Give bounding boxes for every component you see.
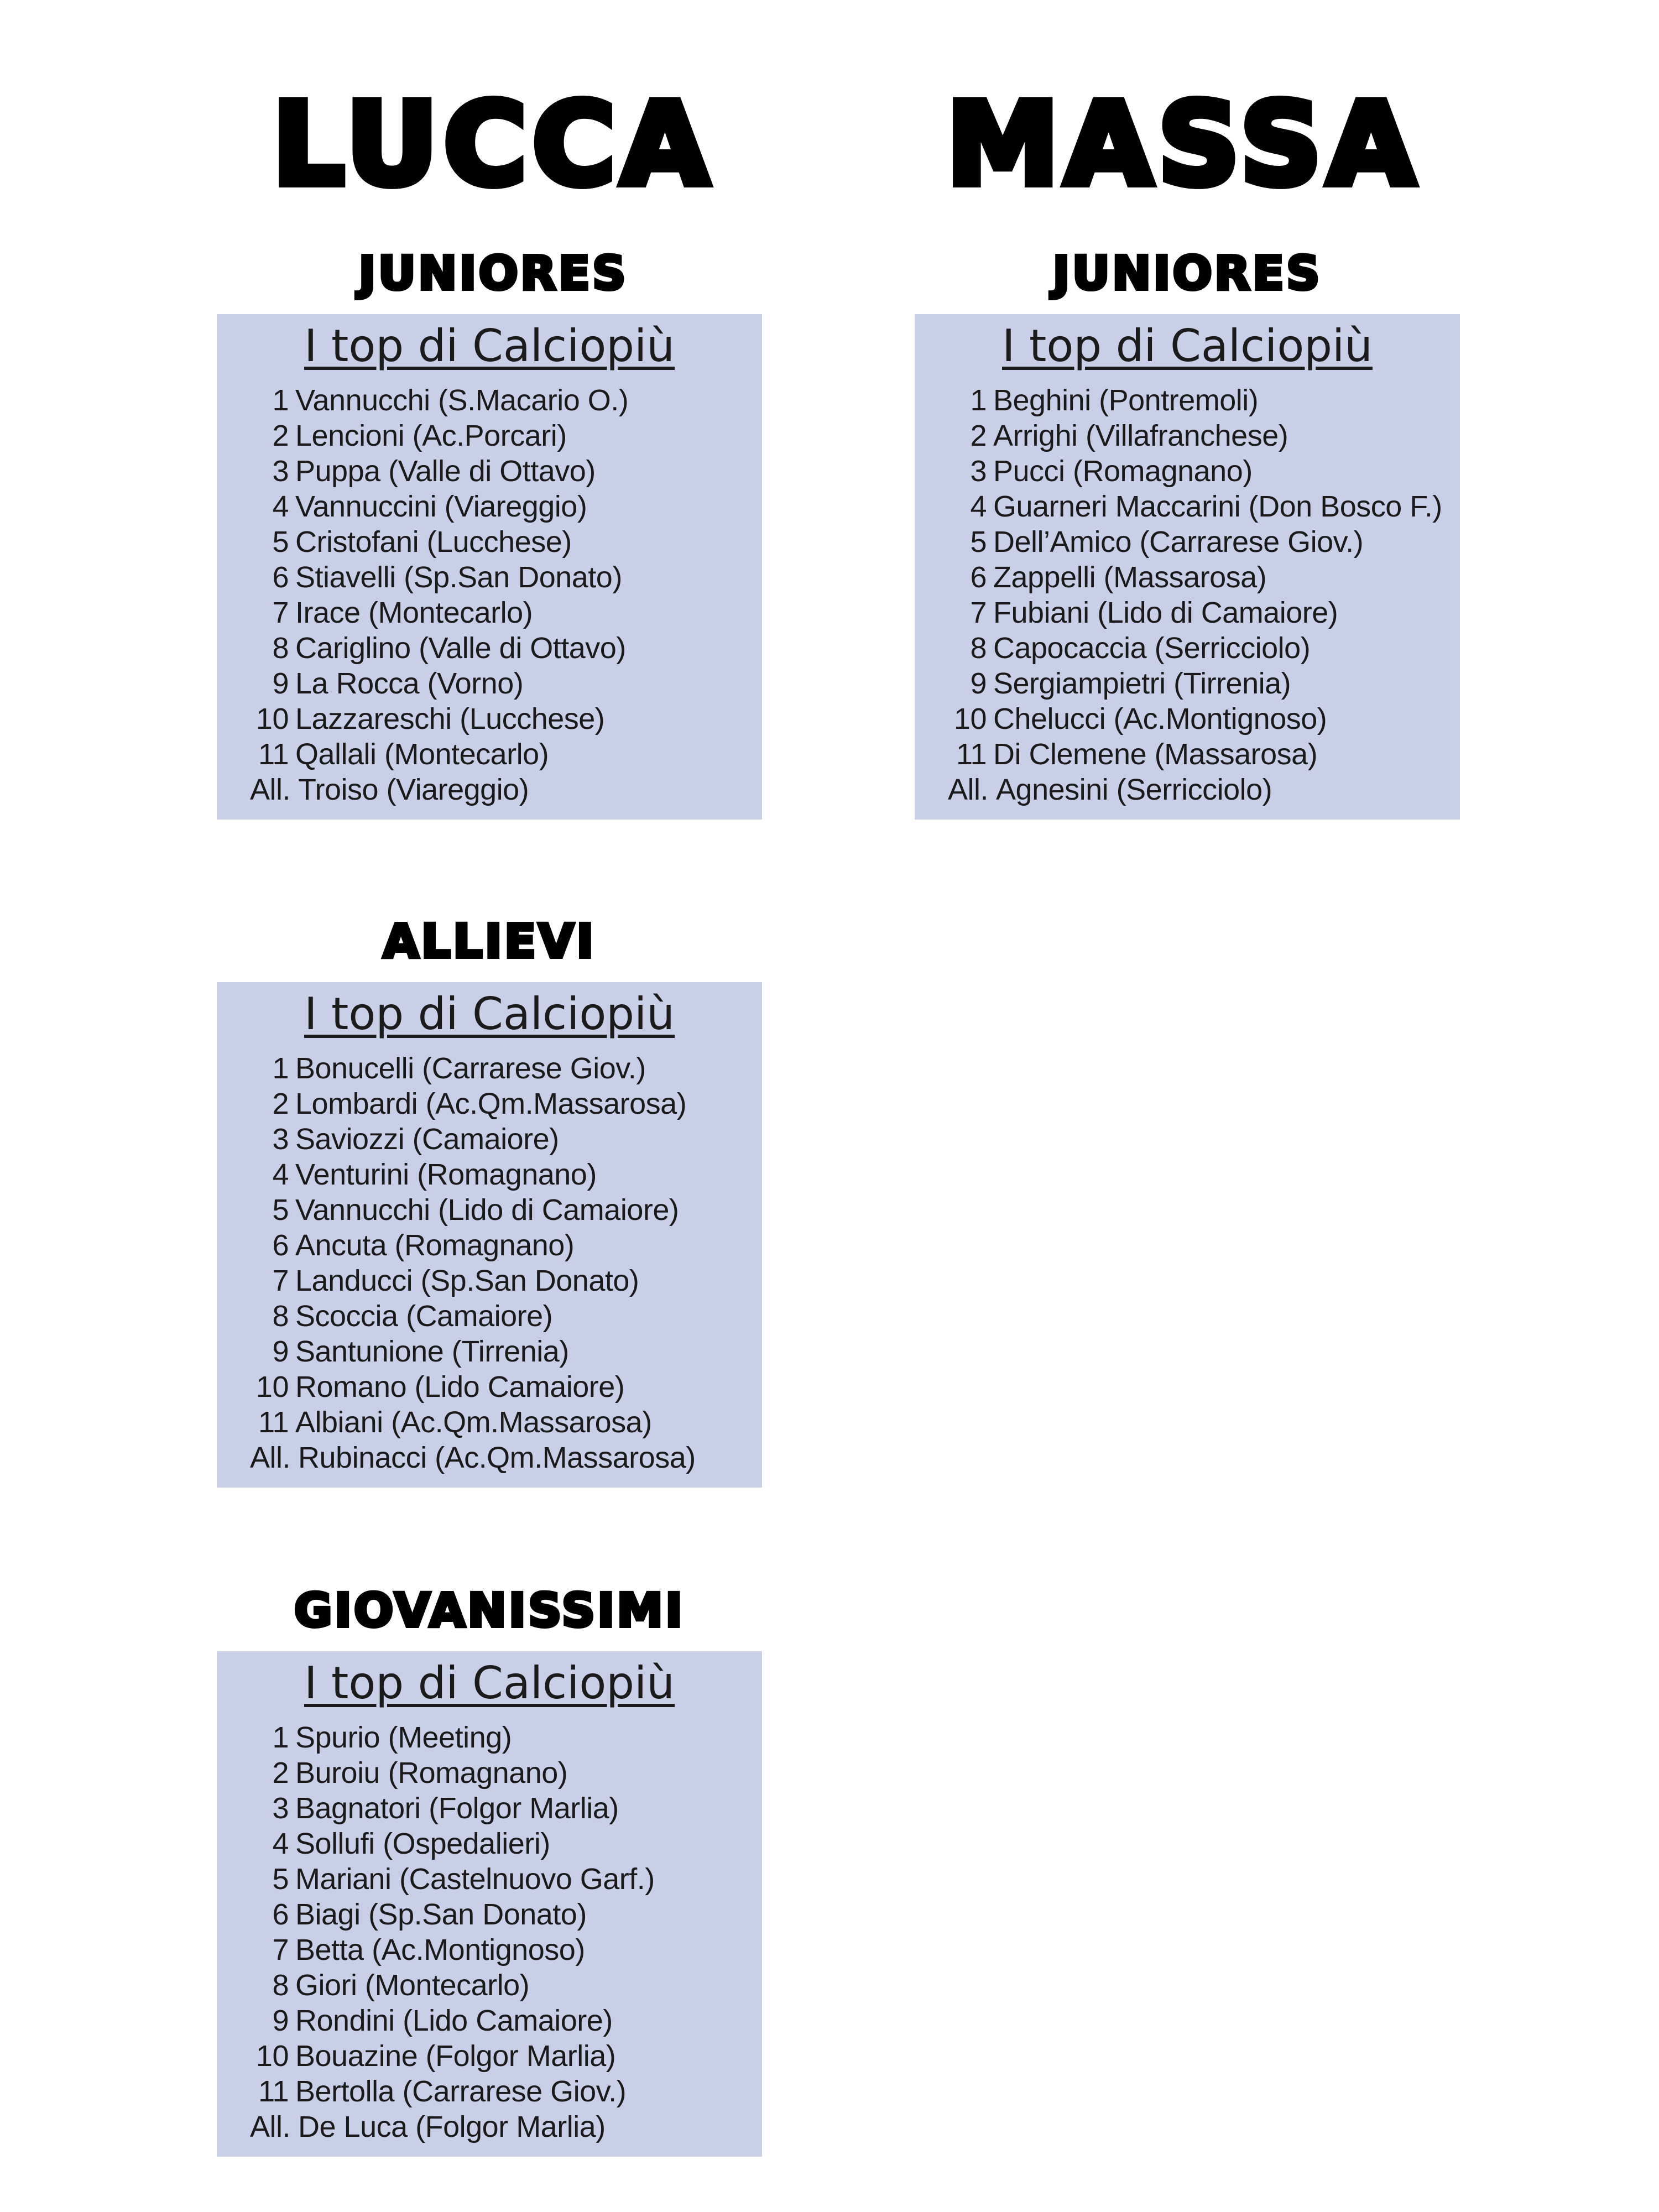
player-name-team: Bonucelli (Carrarese Giov.): [295, 1052, 646, 1085]
ranking-position: All.: [250, 773, 291, 806]
ranking-entry: [250, 1263, 762, 1298]
ranking-position: 10: [953, 702, 987, 735]
ranking-entry: [250, 595, 762, 630]
ranking-entry: [250, 1192, 762, 1228]
player-name-team: Cariglino (Valle di Ottavo): [295, 632, 626, 665]
ranking-list: [915, 383, 1460, 807]
ranking-position: 2: [272, 419, 289, 452]
player-name-team: Irace (Montecarlo): [295, 596, 533, 629]
box-title: I top di Calciopiù: [304, 320, 675, 372]
ranking-position: 4: [272, 490, 289, 523]
ranking-position: 4: [970, 490, 987, 523]
ranking-position: 9: [272, 2004, 289, 2037]
player-name-team: Romano (Lido Camaiore): [295, 1370, 625, 1404]
ranking-entry: [250, 772, 762, 807]
ranking-entry: [948, 772, 1460, 807]
ranking-entry: [250, 1440, 762, 1475]
player-name-team: Biagi (Sp.San Donato): [295, 1898, 587, 1931]
player-name-team: Zappelli (Massarosa): [993, 561, 1267, 594]
ranking-position: 11: [956, 738, 987, 771]
ranking-position: 4: [272, 1158, 289, 1191]
category-title-lucca-giovanissimi: GIOVANISSIMI: [294, 1583, 685, 1637]
ranking-position: 5: [272, 1193, 289, 1227]
ranking-entry: [948, 489, 1460, 524]
player-name-team: Scoccia (Camaiore): [295, 1300, 553, 1333]
ranking-entry: [250, 2003, 762, 2038]
ranking-entry: [250, 1897, 762, 1932]
player-name-team: Bertolla (Carrarese Giov.): [295, 2075, 627, 2108]
player-name-team: Sergiampietri (Tirrenia): [993, 667, 1291, 700]
ranking-position: 5: [272, 1863, 289, 1896]
ranking-position: 9: [272, 667, 289, 700]
player-name-team: La Rocca (Vorno): [295, 667, 524, 700]
ranking-entry: [250, 453, 762, 489]
ranking-position: 8: [272, 1969, 289, 2002]
ranking-position: 9: [970, 667, 987, 700]
ranking-entry: [250, 1405, 762, 1440]
ranking-entry: [250, 560, 762, 595]
player-name-team: Rondini (Lido Camaiore): [295, 2004, 613, 2037]
ranking-entry: [250, 1720, 762, 1755]
player-name-team: Buroiu (Romagnano): [295, 1756, 568, 1790]
ranking-position: 1: [272, 384, 289, 417]
player-name-team: Agnesini (Serricciolo): [996, 773, 1272, 806]
player-name-team: Vannucchi (Lido di Camaiore): [295, 1193, 679, 1227]
ranking-entry: [948, 701, 1460, 737]
ranking-position: All.: [948, 773, 989, 806]
ranking-entry: [948, 453, 1460, 489]
player-name-team: Troiso (Viareggio): [298, 773, 529, 806]
ranking-entry: [948, 630, 1460, 666]
ranking-position: 6: [272, 561, 289, 594]
player-name-team: Guarneri Maccarini (Don Bosco F.): [993, 490, 1442, 523]
player-name-team: Chelucci (Ac.Montignoso): [993, 702, 1327, 735]
player-name-team: Mariani (Castelnuovo Garf.): [295, 1863, 655, 1896]
ranking-box-massa-juniores: [915, 314, 1460, 820]
player-name-team: Betta (Ac.Montignoso): [295, 1933, 585, 1966]
player-name-team: Saviozzi (Camaiore): [295, 1123, 559, 1156]
ranking-entry: [250, 1121, 762, 1157]
ranking-entry: [250, 1755, 762, 1791]
player-name-team: Ancuta (Romagnano): [295, 1229, 575, 1262]
ranking-position: 4: [272, 1827, 289, 1860]
ranking-position: 6: [970, 561, 987, 594]
ranking-position: 3: [970, 455, 987, 488]
ranking-box-lucca-allievi: [217, 982, 762, 1488]
player-name-team: Spurio (Meeting): [295, 1721, 512, 1754]
ranking-position: 11: [258, 1406, 289, 1439]
player-name-team: Rubinacci (Ac.Qm.Massarosa): [298, 1441, 696, 1474]
ranking-position: 2: [272, 1756, 289, 1790]
player-name-team: Pucci (Romagnano): [993, 455, 1253, 488]
ranking-entry: [250, 2109, 762, 2145]
ranking-position: 2: [970, 419, 987, 452]
ranking-entry: [250, 701, 762, 737]
ranking-position: 10: [255, 2039, 289, 2073]
box-title: I top di Calciopiù: [304, 1657, 675, 1709]
player-name-team: Capocaccia (Serricciolo): [993, 632, 1311, 665]
ranking-entry: [250, 1086, 762, 1121]
box-title: I top di Calciopiù: [304, 988, 675, 1040]
ranking-entry: [948, 595, 1460, 630]
player-name-team: Lombardi (Ac.Qm.Massarosa): [295, 1087, 687, 1120]
ranking-entry: [250, 2074, 762, 2109]
ranking-entry: [250, 1298, 762, 1334]
ranking-position: 2: [272, 1087, 289, 1120]
ranking-entry: [250, 489, 762, 524]
ranking-position: 7: [272, 1933, 289, 1966]
ranking-position: 6: [272, 1229, 289, 1262]
category-title-lucca-allievi: ALLIEVI: [383, 914, 596, 968]
ranking-position: 8: [272, 632, 289, 665]
box-title: I top di Calciopiù: [1002, 320, 1373, 372]
player-name-team: Albiani (Ac.Qm.Massarosa): [295, 1406, 652, 1439]
player-name-team: Qallali (Montecarlo): [295, 738, 549, 771]
player-name-team: Lazzareschi (Lucchese): [295, 702, 605, 735]
ranking-position: All.: [250, 2110, 291, 2143]
ranking-entry: [948, 560, 1460, 595]
ranking-entry: [250, 383, 762, 418]
ranking-entry: [250, 630, 762, 666]
ranking-entry: [250, 1228, 762, 1263]
ranking-position: 1: [970, 384, 987, 417]
ranking-position: 9: [272, 1335, 289, 1368]
player-name-team: Bagnatori (Folgor Marlia): [295, 1792, 619, 1825]
ranking-box-lucca-juniores: [217, 314, 762, 820]
player-name-team: Santunione (Tirrenia): [295, 1335, 569, 1368]
ranking-position: 11: [258, 2075, 289, 2108]
ranking-entry: [948, 666, 1460, 701]
ranking-entry: [948, 737, 1460, 772]
ranking-entry: [250, 1932, 762, 1968]
player-name-team: Giori (Montecarlo): [295, 1969, 530, 2002]
ranking-position: 10: [255, 702, 289, 735]
ranking-position: 7: [970, 596, 987, 629]
ranking-entry: [250, 1968, 762, 2003]
region-title-massa: MASSA: [946, 79, 1421, 211]
player-name-team: Cristofani (Lucchese): [295, 525, 572, 559]
ranking-position: 3: [272, 455, 289, 488]
player-name-team: Vannucchi (S.Macario O.): [295, 384, 629, 417]
ranking-entry: [250, 1369, 762, 1405]
player-name-team: Dell’Amico (Carrarese Giov.): [993, 525, 1364, 559]
player-name-team: De Luca (Folgor Marlia): [298, 2110, 606, 2143]
ranking-entry: [250, 524, 762, 560]
ranking-position: 6: [272, 1898, 289, 1931]
player-name-team: Arrighi (Villafranchese): [993, 419, 1288, 452]
ranking-position: 1: [272, 1052, 289, 1085]
ranking-entry: [250, 418, 762, 453]
ranking-box-lucca-giovanissimi: [217, 1651, 762, 2157]
player-name-team: Fubiani (Lido di Camaiore): [993, 596, 1338, 629]
ranking-entry: [250, 1051, 762, 1086]
ranking-entry: [250, 1157, 762, 1192]
player-name-team: Lencioni (Ac.Porcari): [295, 419, 567, 452]
ranking-position: 7: [272, 596, 289, 629]
ranking-entry: [250, 1861, 762, 1897]
ranking-entry: [250, 666, 762, 701]
ranking-list: [217, 383, 762, 807]
player-name-team: Beghini (Pontremoli): [993, 384, 1259, 417]
ranking-position: 3: [272, 1123, 289, 1156]
ranking-position: 3: [272, 1792, 289, 1825]
ranking-entry: [948, 524, 1460, 560]
ranking-position: 5: [272, 525, 289, 559]
player-name-team: Di Clemene (Massarosa): [993, 738, 1318, 771]
ranking-list: [217, 1720, 762, 2145]
player-name-team: Puppa (Valle di Ottavo): [295, 455, 596, 488]
player-name-team: Venturini (Romagnano): [295, 1158, 597, 1191]
region-title-lucca: LUCCA: [272, 79, 714, 211]
ranking-entry: [250, 1826, 762, 1861]
ranking-position: 8: [970, 632, 987, 665]
player-name-team: Sollufi (Ospedalieri): [295, 1827, 550, 1860]
player-name-team: Vannuccini (Viareggio): [295, 490, 587, 523]
category-title-massa-juniores: JUNIORES: [1052, 246, 1322, 300]
ranking-position: All.: [250, 1441, 291, 1474]
ranking-entry: [250, 1334, 762, 1369]
ranking-entry: [948, 383, 1460, 418]
ranking-position: 11: [258, 738, 289, 771]
player-name-team: Bouazine (Folgor Marlia): [295, 2039, 616, 2073]
ranking-entry: [250, 2038, 762, 2074]
category-title-lucca-juniores: JUNIORES: [358, 246, 628, 300]
ranking-position: 7: [272, 1264, 289, 1297]
ranking-position: 10: [255, 1370, 289, 1404]
ranking-entry: [250, 1791, 762, 1826]
ranking-position: 8: [272, 1300, 289, 1333]
player-name-team: Landucci (Sp.San Donato): [295, 1264, 639, 1297]
ranking-entry: [948, 418, 1460, 453]
ranking-list: [217, 1051, 762, 1475]
player-name-team: Stiavelli (Sp.San Donato): [295, 561, 622, 594]
ranking-entry: [250, 737, 762, 772]
ranking-position: 1: [272, 1721, 289, 1754]
ranking-position: 5: [970, 525, 987, 559]
